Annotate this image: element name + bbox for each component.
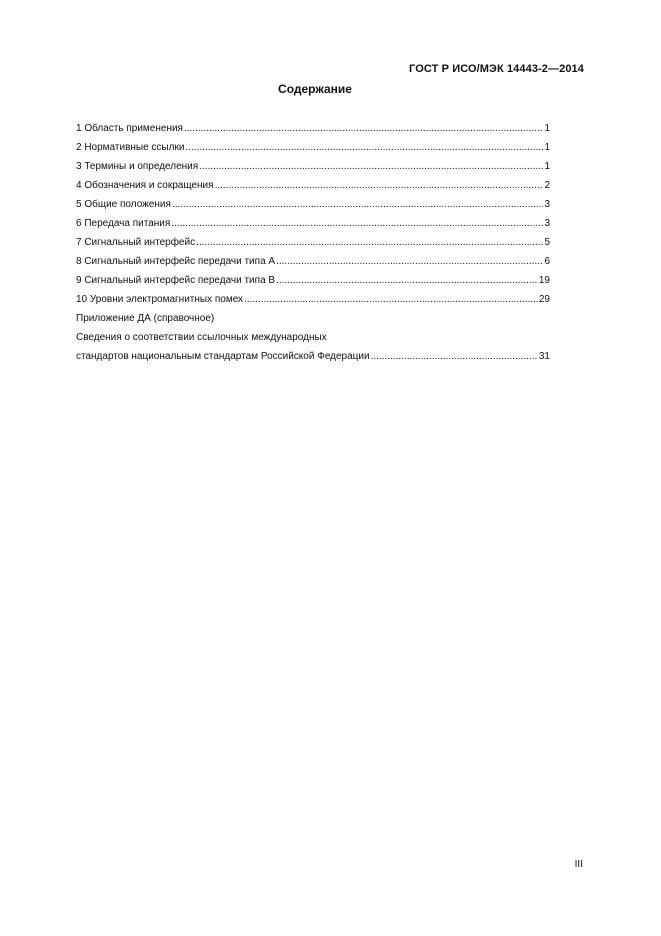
toc-entry-text: 4 Обозначения и сокращения (76, 180, 214, 191)
toc-leader-dots (276, 271, 538, 290)
toc-entry-text: 7 Сигнальный интерфейс (76, 237, 196, 248)
toc-entry[interactable] (76, 157, 550, 176)
toc-appendix-entry[interactable] (76, 347, 550, 366)
toc-entry-text: 5 Общие положения (76, 199, 171, 210)
toc-entry-text: 2 Нормативные ссылки (76, 142, 185, 153)
toc-entry-page: 1 (544, 123, 550, 134)
toc-leader-dots (172, 195, 544, 214)
toc-entry-text: 1 Область применения (76, 123, 183, 134)
toc-appendix-title-line: Сведения о соответствии ссылочных международных (76, 332, 327, 343)
toc-entry[interactable] (76, 176, 550, 195)
toc-entry-text: 8 Сигнальный интерфейс передачи типа А (76, 256, 276, 267)
toc-entry-page: 2 (544, 180, 550, 191)
toc-entry[interactable] (76, 138, 550, 157)
toc-entry[interactable] (76, 195, 550, 214)
toc-entry-text: 9 Сигнальный интерфейс передачи типа В (76, 275, 276, 286)
toc-entry-page: 29 (538, 294, 550, 305)
toc-entry[interactable] (76, 119, 550, 138)
page-number: III (574, 859, 583, 870)
toc-appendix-title-line: стандартов национальным стандартам Российской Федерации (76, 351, 370, 362)
toc-entry-text: 6 Передача питания (76, 218, 171, 229)
toc-entry-page: 5 (544, 237, 550, 248)
toc-leader-dots (276, 252, 543, 271)
table-of-contents (76, 119, 550, 366)
toc-entry[interactable] (76, 290, 550, 309)
toc-leader-dots (184, 119, 543, 138)
toc-entry-page: 3 (544, 218, 550, 229)
toc-entry-text: 3 Термины и определения (76, 161, 199, 172)
toc-entry-page: 6 (544, 256, 550, 267)
toc-leader-dots (171, 214, 543, 233)
toc-leader-dots (196, 233, 543, 252)
toc-leader-dots (185, 138, 543, 157)
toc-leader-dots (199, 157, 543, 176)
toc-entry-page: 19 (538, 275, 550, 286)
toc-title: Содержание (278, 82, 352, 96)
toc-entry[interactable] (76, 252, 550, 271)
toc-entry-page: 1 (544, 161, 550, 172)
toc-entry-page: 31 (538, 351, 550, 362)
toc-entry-text: 10 Уровни электромагнитных помех (76, 294, 244, 305)
toc-appendix-heading: Приложение ДА (справочное) (76, 313, 215, 324)
toc-entry-page: 1 (544, 142, 550, 153)
toc-entry[interactable] (76, 271, 550, 290)
toc-leader-dots (215, 176, 544, 195)
toc-entry[interactable] (76, 233, 550, 252)
document-code: ГОСТ Р ИСО/МЭК 14443-2—2014 (409, 63, 584, 75)
toc-leader-dots (371, 347, 538, 366)
toc-leader-dots (244, 290, 538, 309)
toc-entry[interactable] (76, 214, 550, 233)
toc-entry-page: 3 (544, 199, 550, 210)
